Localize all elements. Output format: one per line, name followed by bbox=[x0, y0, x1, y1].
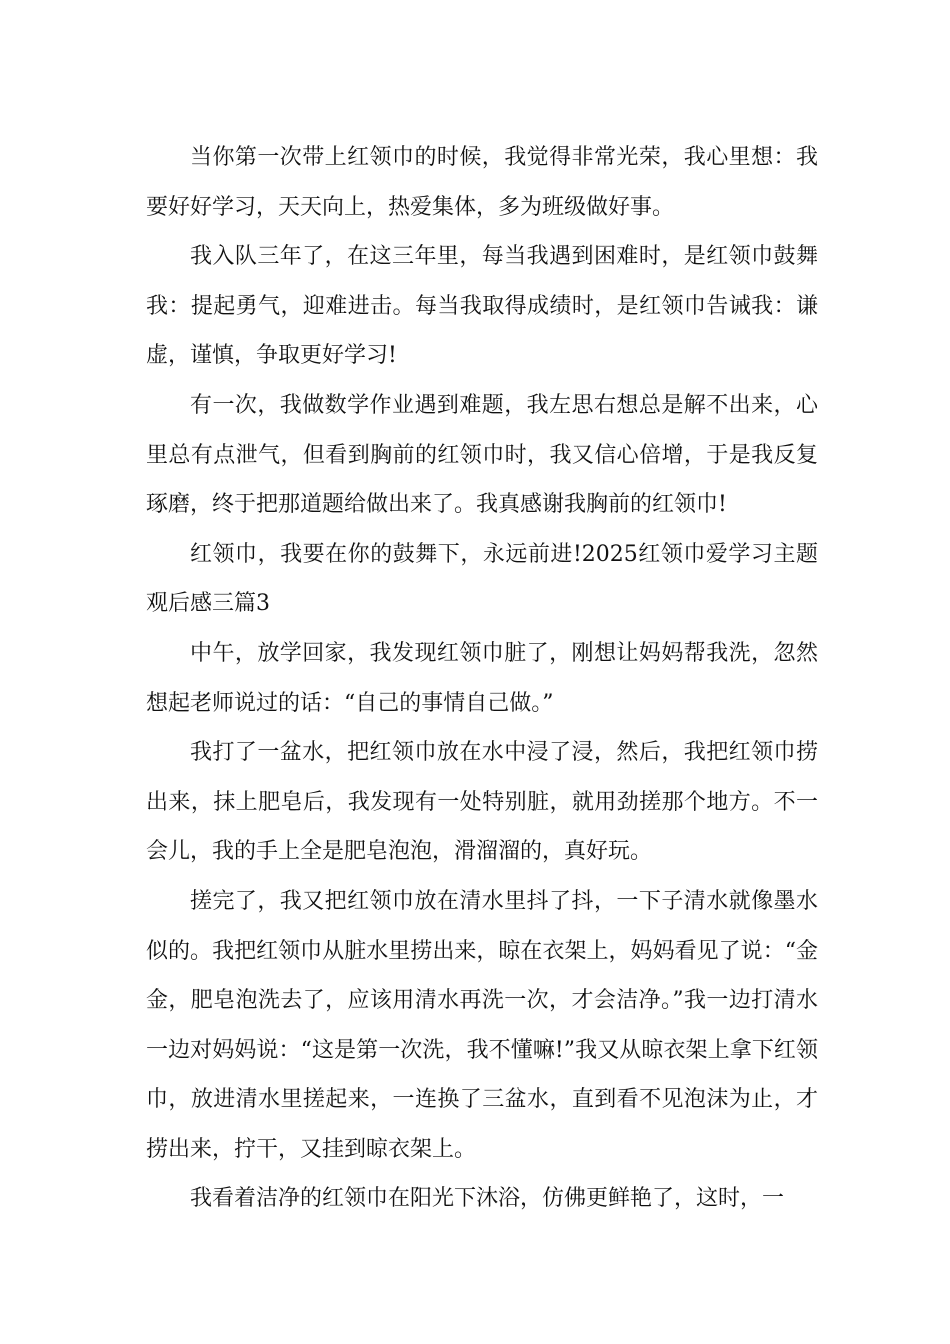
document-body bbox=[146, 133, 818, 1224]
paragraph-3: 有一次，我做数学作业遇到难题，我左思右想总是解不出来，心里总有点泄气，但看到胸前的红领巾时，我又信心倍增，于是我反复琢磨，终于把那道题给做出来了。我真感谢我胸前的红领巾! bbox=[146, 392, 818, 518]
paragraph-6: 我打了一盆水，把红领巾放在水中浸了浸，然后，我把红领巾捞出来，抹上肥皂后，我发现有一处特别脏，就用劲搓那个地方。不一会儿，我的手上全是肥皂泡泡，滑溜溜的，真好玩。 bbox=[146, 740, 818, 865]
paragraph-2: 我入队三年了，在这三年里，每当我遇到困难时，是红领巾鼓舞我：提起勇气，迎难进击。每当我取得成绩时，是红领巾告诫我：谦虚，谨慎，争取更好学习! bbox=[146, 244, 818, 369]
paragraph-7: 搓完了，我又把红领巾放在清水里抖了抖，一下子清水就像墨水似的。我把红领巾从脏水里捞出来，晾在衣架上，妈妈看见了说：“金金，肥皂泡洗去了，应该用清水再洗一次，才会洁净。”我一边打清水一边对妈妈说：“这是第一次洗，我不懂嘛!”我又从晾衣架上拿下红领巾，放进清水里搓起来，一连换了三盆水，直到看不见泡沫为止，才捞出来，拧干，又挂到晾衣架上。 bbox=[146, 888, 818, 1162]
paragraph-4: 红领巾，我要在你的鼓舞下，永远前进!2025红领巾爱学习主题观后感三篇3 bbox=[146, 541, 818, 617]
paragraph-8: 我看着洁净的红领巾在阳光下沐浴，仿佛更鲜艳了，这时，一 bbox=[190, 1186, 785, 1212]
paragraph-5: 中午，放学回家，我发现红领巾脏了，刚想让妈妈帮我洗，忽然想起老师说过的话：“自己的事情自己做。” bbox=[146, 640, 818, 716]
paragraph-1: 当你第一次带上红领巾的时候，我觉得非常光荣，我心里想：我要好好学习，天天向上，热爱集体，多为班级做好事。 bbox=[146, 145, 818, 220]
